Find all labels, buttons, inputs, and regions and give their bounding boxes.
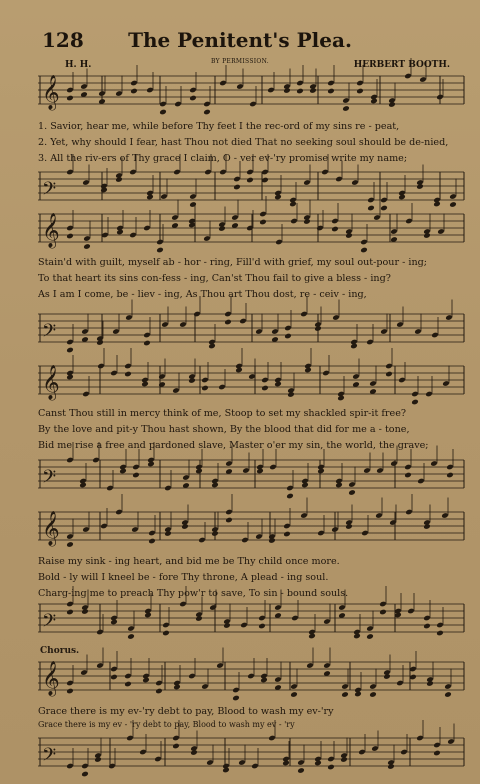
note-head	[66, 688, 74, 695]
permission-note: BY PERMISSION.	[211, 58, 269, 65]
note-head	[331, 226, 339, 233]
note-head	[283, 531, 291, 538]
lyric-line: Canst Thou still in mercy think of me, Stoop to set my shackled spir-it free?	[38, 408, 407, 419]
note-head	[110, 619, 118, 626]
note-head	[286, 493, 294, 500]
note-head	[203, 109, 211, 116]
note-head	[366, 633, 374, 640]
note-head	[246, 177, 254, 184]
note-head	[259, 219, 267, 226]
note-head	[159, 109, 167, 116]
lyric-line: 3. All the riv-ers of Thy grace I claim, O - ver ev-'ry promise write my name;	[38, 153, 408, 164]
note-head	[235, 367, 243, 374]
note-head	[189, 201, 197, 208]
note-head	[66, 609, 74, 616]
lyric-line: Charg-ing me to preach Thy pow'r to save, To sin - bound souls.	[38, 588, 349, 599]
note-head	[223, 622, 231, 629]
note-head	[211, 482, 219, 489]
note-head	[303, 218, 311, 225]
lyricist-initials: H. H.	[65, 60, 92, 70]
note-head	[404, 472, 412, 479]
note-head	[290, 691, 298, 698]
lyric-line: By the love and pit-y Thou hast shown, By the blood that did for me a - tone,	[38, 424, 410, 435]
note-head	[208, 343, 216, 350]
note-head	[83, 243, 91, 250]
note-head	[162, 630, 170, 637]
note-head	[130, 88, 138, 95]
note-head	[387, 763, 395, 770]
composer-name: HERBERT BOOTH.	[353, 60, 450, 70]
note-head	[119, 468, 127, 475]
clef-symbol: 𝄢	[42, 611, 57, 636]
note-head	[411, 399, 419, 406]
note-head	[81, 771, 89, 778]
note-head	[224, 319, 232, 326]
clef-symbol: 𝄢	[42, 467, 57, 492]
note-head	[348, 489, 356, 496]
note-head	[268, 537, 276, 544]
note-head	[189, 95, 197, 102]
lyric-line: Stain'd with guilt, myself ab - hor - ring, Fill'd with grief, my soul out-pour - ing;	[38, 257, 428, 268]
note-head	[369, 691, 377, 698]
note-head	[66, 541, 74, 548]
note-head	[426, 680, 434, 687]
note-head	[66, 374, 74, 381]
lyric-line: As I am I come, be - liev - ing, As Thou art Thou dost, re - ceiv - ing,	[38, 289, 367, 300]
note-head	[356, 88, 364, 95]
clef-symbol: 𝄢	[42, 179, 57, 204]
note-head	[353, 633, 361, 640]
hymn-number: 128	[42, 28, 84, 52]
clef-symbol: 𝄢	[42, 321, 57, 346]
lyric-line: Bold - ly will I kneel be - fore Thy throne, A plead - ing soul.	[38, 572, 329, 583]
clef-symbol: 𝄞	[42, 213, 60, 248]
note-head	[327, 764, 335, 771]
note-head	[350, 343, 358, 350]
note-head	[100, 187, 108, 194]
note-head	[195, 468, 203, 475]
note-head	[283, 87, 291, 94]
note-head	[327, 88, 335, 95]
note-head	[94, 756, 102, 763]
note-head	[156, 247, 164, 254]
note-head	[444, 691, 452, 698]
note-head	[96, 339, 104, 346]
note-head	[201, 385, 209, 392]
note-head	[116, 229, 124, 236]
note-head	[190, 749, 198, 756]
note-head	[354, 691, 362, 698]
hymn-title: The Penitent's Plea.	[128, 28, 352, 52]
lyric-line: 2. Yet, why should I fear, hast Thou not died That no seeking soul should be de-nied,	[38, 137, 449, 148]
note-head	[195, 615, 203, 622]
note-head	[340, 756, 348, 763]
note-head	[181, 523, 189, 530]
note-head	[436, 630, 444, 637]
lyric-line: To that heart its sins con-fess - ing, Can'st Thou fail to give a bless - ing?	[38, 273, 391, 284]
note-head	[287, 391, 295, 398]
note-head	[383, 673, 391, 680]
note-head	[379, 609, 387, 616]
lyric-line: Grace there is my ev-'ry debt to pay, Blood to wash my ev-'ry	[38, 706, 334, 717]
note-head	[142, 677, 150, 684]
note-head	[79, 482, 87, 489]
note-head	[146, 194, 154, 201]
note-head	[260, 677, 268, 684]
note-head	[66, 233, 74, 240]
clef-symbol: 𝄞	[42, 511, 60, 546]
chorus-label: Chorus.	[40, 646, 80, 656]
note-head	[296, 88, 304, 95]
note-head	[225, 517, 233, 524]
note-head	[147, 461, 155, 468]
note-head	[164, 530, 172, 537]
note-head	[308, 633, 316, 640]
note-head	[423, 232, 431, 239]
note-head	[115, 176, 123, 183]
note-head	[256, 468, 264, 475]
note-head	[449, 201, 457, 208]
clef-symbol: 𝄞	[42, 365, 60, 400]
note-head	[141, 381, 149, 388]
note-head	[274, 194, 282, 201]
note-head	[317, 468, 325, 475]
note-head	[261, 385, 269, 392]
note-head	[232, 695, 240, 702]
note-head	[211, 530, 219, 537]
note-head	[284, 333, 292, 340]
lyric-line: Raise my sink - ing heart, and bid me be Thy child once more.	[38, 556, 340, 567]
lyric-line: Bid me rise a free and pardoned slave, Master o'er my sin, the world, the grave;	[38, 440, 429, 451]
note-head	[337, 395, 345, 402]
note-head	[218, 225, 226, 232]
note-head	[66, 95, 74, 102]
note-head	[309, 87, 317, 94]
note-head	[367, 205, 375, 212]
note-head	[423, 523, 431, 530]
note-head	[341, 691, 349, 698]
note-head	[433, 750, 441, 757]
note-head	[155, 688, 163, 695]
note-head	[304, 367, 312, 374]
note-head	[345, 232, 353, 239]
note-head	[144, 612, 152, 619]
note-head	[81, 608, 89, 615]
lyric-line: 1. Savior, hear me, while before Thy feet I the rec-ord of my sins re - peat,	[38, 121, 400, 132]
note-head	[433, 201, 441, 208]
note-head	[423, 623, 431, 630]
note-head	[124, 681, 132, 688]
note-head	[301, 482, 309, 489]
clef-symbol: 𝄢	[42, 745, 57, 770]
note-head	[398, 194, 406, 201]
note-head	[314, 325, 322, 332]
note-head	[258, 623, 266, 630]
note-head	[148, 538, 156, 545]
note-head	[446, 472, 454, 479]
note-head	[66, 347, 74, 354]
clef-symbol: 𝄞	[42, 75, 60, 110]
note-head	[416, 183, 424, 190]
note-head	[345, 523, 353, 530]
note-head	[233, 184, 241, 191]
note-head	[314, 760, 322, 767]
clef-symbol: 𝄞	[42, 661, 60, 696]
note-head	[289, 201, 297, 208]
note-head	[173, 684, 181, 691]
note-head	[172, 743, 180, 750]
note-head	[222, 767, 230, 774]
note-head	[132, 472, 140, 479]
note-head	[342, 105, 350, 112]
note-head	[380, 205, 388, 212]
note-head	[143, 340, 151, 347]
lyric-line: Grace there is my ev - 'ry debt to pay, Blood to wash my ev - 'ry	[38, 720, 295, 729]
note-head	[385, 371, 393, 378]
note-head	[188, 377, 196, 384]
note-head	[282, 760, 290, 767]
note-head	[370, 98, 378, 105]
note-head	[388, 101, 396, 108]
note-head	[335, 482, 343, 489]
note-head	[124, 371, 132, 378]
note-head	[274, 381, 282, 388]
note-head	[297, 767, 305, 774]
note-head	[110, 674, 118, 681]
note-head	[360, 247, 368, 254]
note-head	[127, 633, 135, 640]
